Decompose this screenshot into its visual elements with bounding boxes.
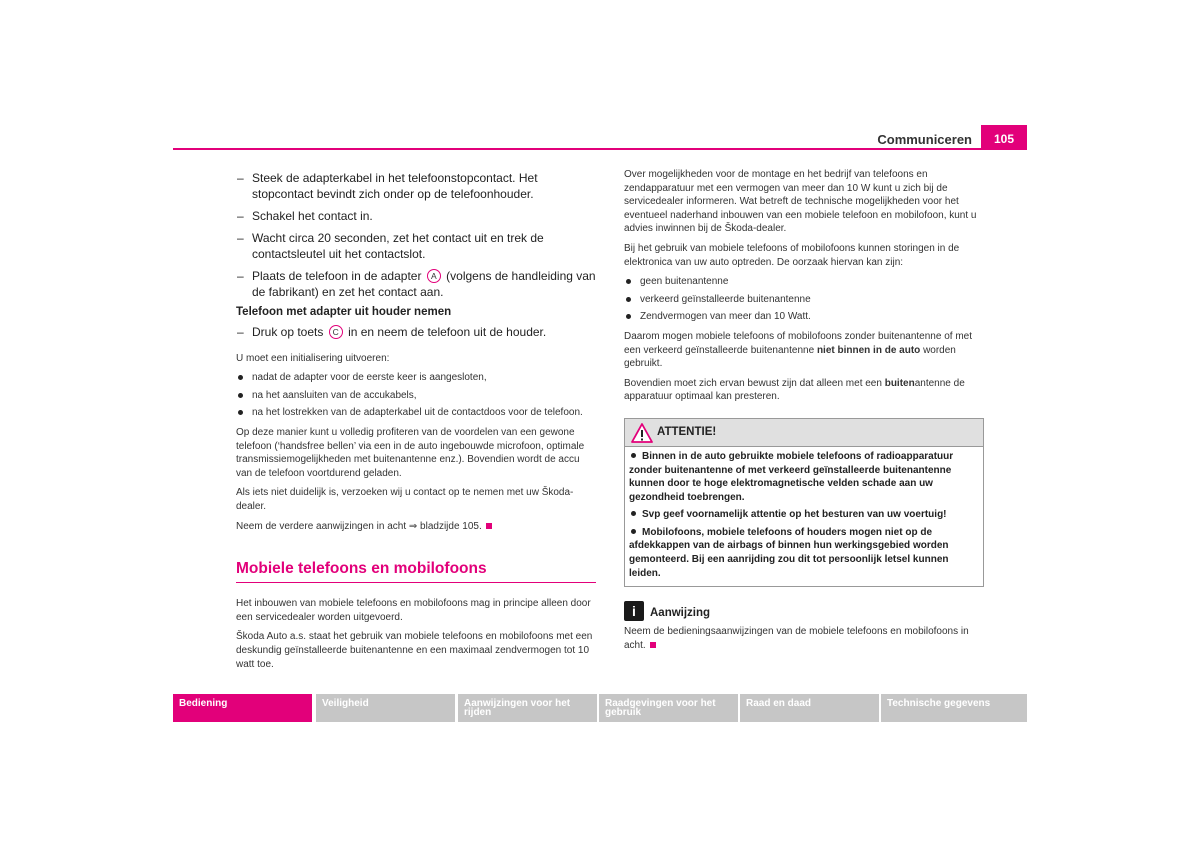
step-item: – Schakel het contact in. <box>237 209 373 223</box>
step-item: – Plaats de telefoon in de adapter A (volgens de handleiding van de fabrikant) en zet het contact aan. <box>237 269 596 299</box>
list-item: na het aansluiten van de accukabels, <box>236 389 598 403</box>
list-item: verkeerd geïnstalleerde buitenantenne <box>624 293 986 307</box>
warning-header <box>625 419 983 447</box>
nav-tab-raad-en-daad[interactable]: Raad en daad <box>740 694 879 722</box>
nav-tab-veiligheid[interactable]: Veiligheid <box>316 694 455 722</box>
step-item: – Steek de adapterkabel in het telefoonstopcontact. Het stopcontact bevindt zich onder op de telefoonhouder. <box>237 171 538 201</box>
paragraph: Als iets niet duidelijk is, verzoeken wij u contact op te nemen met uw Škoda-dealer. <box>236 487 574 512</box>
list-item: nadat de adapter voor de eerste keer is aangesloten, <box>236 371 598 385</box>
chapter-navigation <box>173 694 1027 722</box>
warning-box <box>624 418 984 587</box>
step-text-cont: in en neem de telefoon uit de houder. <box>348 324 547 339</box>
nav-tab-raadgevingen[interactable]: Raadgevingen voor het gebruik <box>599 694 738 722</box>
warning-item: Mobilofoons, mobiele telefoons of houders mogen niet op de afdekkappen van de airbags of binnen hun werkingsgebied worden gemonteerd. Bij een aanrijding zou dit tot persoonlijk letsel kunnen leiden. <box>629 526 949 579</box>
marker-c-icon: C <box>329 325 343 339</box>
warning-item: Binnen in de auto gebruikte mobiele telefoons of radioapparatuur zonder buitenantenne of met verkeerd geïnstalleerde buitenantenne kunnen door te hoge elektromagnetische velden schade aan uw gezondheid toebrengen. <box>629 450 954 503</box>
nav-tab-bediening[interactable]: Bediening <box>173 694 312 722</box>
list-item: geen buitenantenne <box>624 275 986 289</box>
step-item: – Druk op toets C in en neem de telefoon uit de houder. <box>237 324 547 339</box>
header-rule <box>173 148 1027 150</box>
paragraph: Bovendien moet zich ervan bewust zijn dat alleen met een buitenantenne de apparatuur optimaal kan presteren. <box>624 377 965 403</box>
paragraph: Bij het gebruik van mobiele telefoons of mobilofoons kunnen storingen in de elektronica van uw auto optreden. De oorzaak hiervan kan zijn: <box>624 242 960 268</box>
marker-a-icon: A <box>427 269 441 283</box>
step-text: Schakel het contact in. <box>252 209 373 223</box>
nav-tab-aanwijzingen[interactable]: Aanwijzingen voor het rijden <box>458 694 597 722</box>
note-text: Neem de bedieningsaanwijzingen van de mobiele telefoons en mobilofoons in acht. <box>624 626 969 651</box>
note-header <box>624 601 986 623</box>
step-text-cont: (volgens de handleiding van de fabrikant) en zet het contact aan. <box>252 269 596 299</box>
right-column <box>624 168 986 658</box>
step-text: Druk op toets <box>252 324 324 339</box>
step-text: Wacht circa 20 seconden, zet het contact uit en trek de contactsleutel uit het contactslot. <box>252 231 544 261</box>
running-header-section: Communiceren <box>877 132 972 147</box>
cause-bullet-list <box>624 275 986 324</box>
step-text: Steek de adapterkabel in het telefoonstopcontact. Het stopcontact bevindt zich onder op de telefoonhouder. <box>252 171 538 201</box>
paragraph: Het inbouwen van mobiele telefoons en mobilofoons mag in principe alleen door een servicedealer worden uitgevoerd. <box>236 598 591 623</box>
nav-tab-technische-gegevens[interactable]: Technische gegevens <box>881 694 1027 722</box>
init-bullet-list <box>236 371 598 420</box>
section-rule <box>236 582 596 583</box>
paragraph: Over mogelijkheden voor de montage en het bedrijf van telefoons en zendapparatuur met een vermogen van meer dan 10 W kunt u zich bij de servicedealer informeren. Wat betreft de technische mogelijkheden voor het eventueel naderhand inbouwen van een mobiele telefoon en mobilofoon, kunt u advies inwinnen bij de Škoda-dealer. <box>624 169 977 235</box>
paragraph: Škoda Auto a.s. staat het gebruik van mobiele telefoons en mobilofoons met een deskundig geïnstalleerde buitenantenne en een maximaal zendvermogen tot 10 watt toe. <box>236 631 593 670</box>
paragraph <box>236 520 598 534</box>
init-intro: U moet een initialisering uitvoeren: <box>236 352 390 364</box>
page-number-badge: 105 <box>981 125 1027 149</box>
warning-title: ATTENTIE! <box>657 425 717 438</box>
section-title: Mobiele telefoons en mobilofoons <box>236 560 487 578</box>
step-text: Plaats de telefoon in de adapter <box>252 269 422 283</box>
list-item: na het lostrekken van de adapterkabel uit de contactdoos voor de telefoon. <box>236 406 598 420</box>
warning-item: Svp geef voornamelijk attentie op het besturen van uw voertuig! <box>629 508 979 522</box>
list-item: Zendvermogen van meer dan 10 Watt. <box>624 310 986 324</box>
end-marker-icon <box>650 642 656 648</box>
warning-body <box>625 447 983 586</box>
info-icon: i <box>624 601 644 621</box>
step-item: – Wacht circa 20 seconden, zet het contact uit en trek de contactsleutel uit het contactslot. <box>237 231 544 261</box>
note-title: Aanwijzing <box>650 607 711 620</box>
subheading: Telefoon met adapter uit houder nemen <box>236 306 452 318</box>
left-column <box>236 170 598 677</box>
end-marker-icon <box>486 523 492 529</box>
paragraph: Op deze manier kunt u volledig profiteren van de voordelen van een gewone telefoon (‘handsfree bellen’ via een in de auto ingebouwde microfoon, optimale transmissiemogelijkheden met buitenantenne enz.). Bovendien wordt de accu van de telefoon voortdurend geladen. <box>236 426 585 479</box>
paragraph: Daarom mogen mobiele telefoons of mobilofoons zonder buitenantenne of met een verkeerd geïnstalleerde buitenantenne niet binnen in de auto worden gebruikt. <box>624 330 972 370</box>
cross-reference-link[interactable]: Neem de verdere aanwijzingen in acht ⇒ bladzijde 105. <box>236 520 482 532</box>
warning-triangle-icon <box>631 423 653 443</box>
